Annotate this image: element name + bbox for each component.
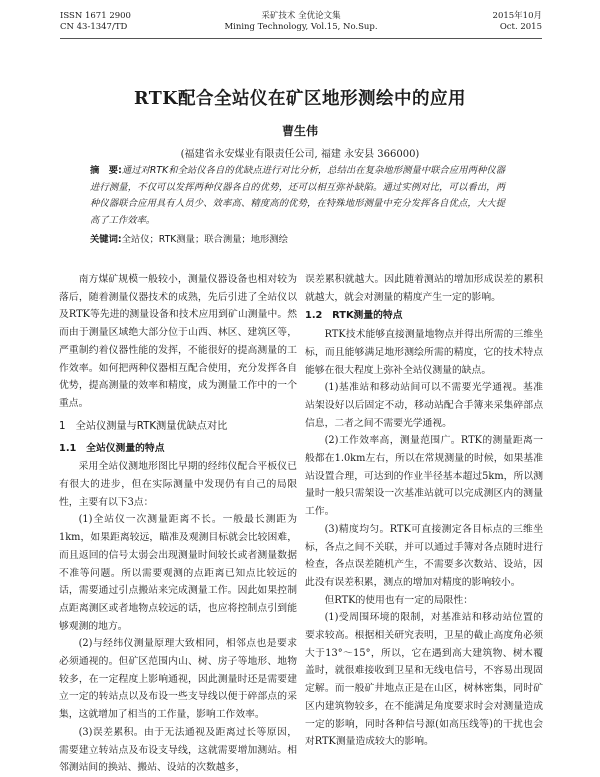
abstract: [90, 163, 505, 229]
paragraph: 采用全站仪测地形图比早期的经纬仪配合平板仪已有很大的进步，但在实际测量中发现仍有自己的局限性，主要有以下3点：: [59, 461, 297, 508]
keywords-label: 关键词:: [90, 234, 122, 245]
paragraph: (3)精度均匀。RTK可直接测定各目标点的三维坐标，各点之间不关联，并可以通过手簿对各点随时进行检查，各点误差随机产生，不需要多次数站、设站，因此没有误差积累，测点的增加对精度的影响较小。: [305, 523, 543, 588]
paper-title: RTK配合全站仪在矿区地形测绘中的应用: [134, 89, 466, 109]
abstract-text: 通过对RTK和全站仪各自的优缺点进行对比分析，总结出在复杂地形测量中联合应用两种仪器进行测量，不仅可以发挥两种仪器各自的优势，还可以相互弥补缺陷。通过实例对比，可以看出，两种仪器联合应用具有人员少、效率高、精度高的优势，在特殊地形测量中充分发挥各自优点，大大提高了工作效率。: [90, 165, 505, 226]
running-header: [60, 8, 542, 39]
paragraph: 南方煤矿规模一般较小，测量仪器设备也相对较为落后，随着测量仪器技术的成熟，先后引进了全站仪以及RTK等先进的测量设备和技术应用到矿山测量中。然而由于测量区域绝大部分位于山西、林区、建筑区等，严重制约着仪器性能的发挥，不能很好的提高测量的工作效率。如何把两种仪器相互配合使用，充分发挥各自优势，提高测量的效率和精度，成为测量工作中的一个重点。: [59, 274, 297, 409]
journal-name-cn: 采矿技术 全优论文集: [261, 11, 341, 21]
subsection-heading: 1.1 全站仪测量的特点: [59, 442, 165, 454]
paragraph: (1)受周围环境的限制，对基准站和移动站位置的要求较高。根据相关研究表明，卫星的截止高度角必须大于13°～15°，所以，它在遇到高大建筑物、树木覆盖时，就很难接收到卫星和无线电信号，不容易出现固定解。而一般矿井地点正是在山区，树林密集，同时矿区内建筑物较多，在不能满足角度要求时会对测量造成一定的影响，同时各种信号源(如高压线等)的干扰也会对RTK测量造成较大的影响。: [305, 612, 543, 748]
date-en: Oct. 2015: [499, 22, 542, 32]
paragraph: (2)工作效率高，测量范围广。RTK的测量距离一般都在1.0km左右，所以在常规测量的时候，如果基准站设置合理，可达到的作业半径基本超过5km，所以测量时一般只需架设一次基准站就可以完成测区内的测量工作。: [305, 435, 543, 518]
header-right: [493, 11, 542, 33]
paragraph: (1)基准站和移动站间可以不需要光学通视。基准站架设好以后固定不动，移动站配合手簿来采集碎部点信息，二者之间不需要光学通视。: [305, 382, 543, 429]
paragraph: 但RTK的使用也有一定的局限性：: [324, 594, 474, 606]
keywords: [90, 231, 505, 245]
journal-name-en: Mining Technology, Vol.15, No.Sup.: [224, 22, 378, 32]
header-center: [210, 11, 392, 33]
left-column: [59, 271, 297, 777]
author: 曹生伟: [281, 124, 318, 138]
paragraph: (2)与经纬仪测量原理大致相同，相邻点也是要求必须通视的。但矿区范围内山、树、房子等地形、地物较多，在一定程度上影响通视，因此测量时还是需要建立一定的转站点以及布设一些支导线以便于碎部点的采集，这就增加了相当的工作量，影响工作效率。: [59, 638, 297, 721]
keywords-text: 全站仪；RTK测量；联合测量；地形测绘: [121, 234, 288, 245]
subsection-heading: 1.2 RTK测量的特点: [305, 310, 403, 322]
abstract-label: 摘 要:: [90, 165, 122, 176]
section-heading: 1 全站仪测量与RTK测量优缺点对比: [59, 420, 228, 432]
paragraph: 误差累积就越大。因此随着测站的增加形成误差的累积就越大，就会对测量的精度产生一定的影响。: [305, 274, 543, 303]
issn: ISSN 1671 2900: [60, 11, 131, 21]
affiliation: (福建省永安煤业有限责任公司, 福建 永安县 366000): [180, 149, 420, 160]
date-cn: 2015年10月: [492, 11, 542, 21]
paragraph: (3)误差累积。由于无法通视及距离过长等原因，需要建立转站点及布设支导线，这就需要增加测站。相邻测站间的换站、搬站、设站的次数越多，: [59, 726, 297, 774]
cn-number: CN 43-1347/TD: [60, 22, 128, 32]
paragraph: RTK技术能够直接测量地物点并得出所需的三维坐标，而且能够满足地形测绘所需的精度，它的技术特点能够在很大程度上弥补全站仪测量的缺点。: [305, 329, 543, 376]
right-column: [305, 271, 543, 751]
paragraph: (1)全站仪一次测量距离不长。一般最长测距为1km，如果距离较远，瞄准及观测目标就会比较困难，而且返回的信号太弱会出现测量时间较长或者测量数据不准等问题。所以需要观测的点距离已知点比较远的话，需要通过引点搬站来完成测量工作。因此如果控制点距离测区或者地物点较远的话，也应将控制点引到能够观测的地方。: [59, 514, 297, 632]
header-left: [60, 11, 131, 33]
